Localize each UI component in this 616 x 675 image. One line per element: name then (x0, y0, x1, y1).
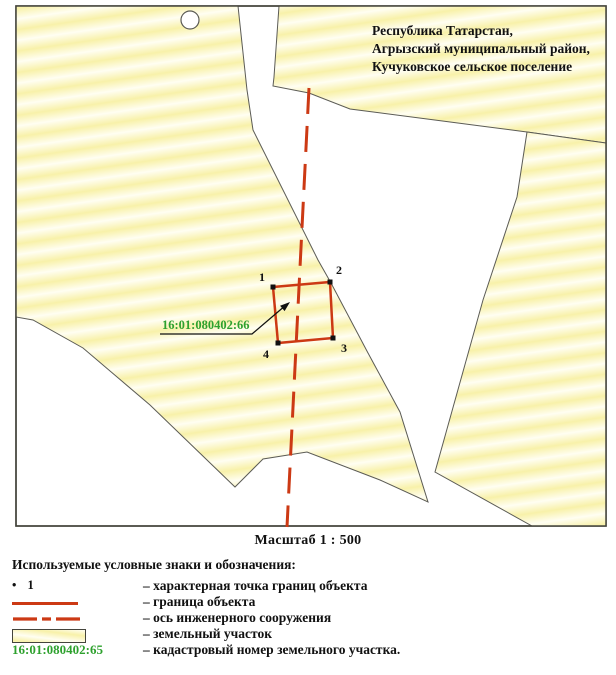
legend-label-boundary-point: – характерная точка границ объекта (143, 578, 368, 593)
legend-row-boundary-point (12, 578, 367, 595)
boundary-point-1-marker (271, 285, 276, 290)
scale-label: Масштаб 1 : 500 (254, 533, 362, 548)
land-parcel-symbol (12, 626, 143, 643)
location-line-2: Агрызский муниципальный район, (372, 41, 590, 56)
legend-row-cadastral-number (12, 642, 400, 659)
boundary-point-2-label: 2 (336, 263, 342, 277)
cadastral-number-symbol: 16:01:080402:65 (12, 642, 103, 657)
legend-label-land-parcel: – земельный участок (143, 626, 273, 641)
boundary-point-4-marker (276, 341, 281, 346)
boundary-point-2-marker (328, 280, 333, 285)
object-boundary-symbol (12, 594, 143, 605)
location-line-1: Республика Татарстан, (372, 23, 513, 38)
location-line-3: Кучуковское сельское поселение (372, 59, 573, 74)
legend-title: Используемые условные знаки и обозначения: (12, 557, 296, 572)
legend-label-cadastral-number: – кадастровый номер земельного участка. (143, 642, 401, 657)
map-cadastral-number: 16:01:080402:66 (162, 318, 250, 332)
legend-row-land-parcel (12, 626, 272, 643)
boundary-point-3-marker (331, 336, 336, 341)
legend-row-object-boundary (12, 594, 255, 611)
circle-landmark (181, 11, 199, 29)
boundary-point-3-label: 3 (341, 341, 347, 355)
dashed-line-icon (12, 610, 82, 624)
location-header (372, 22, 590, 76)
boundary-point-symbol: • 1 (12, 578, 38, 592)
legend-row-engineering-axis (12, 610, 331, 627)
legend-label-engineering-axis: – ось инженерного сооружения (143, 610, 332, 625)
legend-label-object-boundary: – граница объекта (143, 594, 256, 609)
boundary-point-4-label: 4 (263, 347, 269, 361)
boundary-point-1-label: 1 (259, 270, 265, 284)
